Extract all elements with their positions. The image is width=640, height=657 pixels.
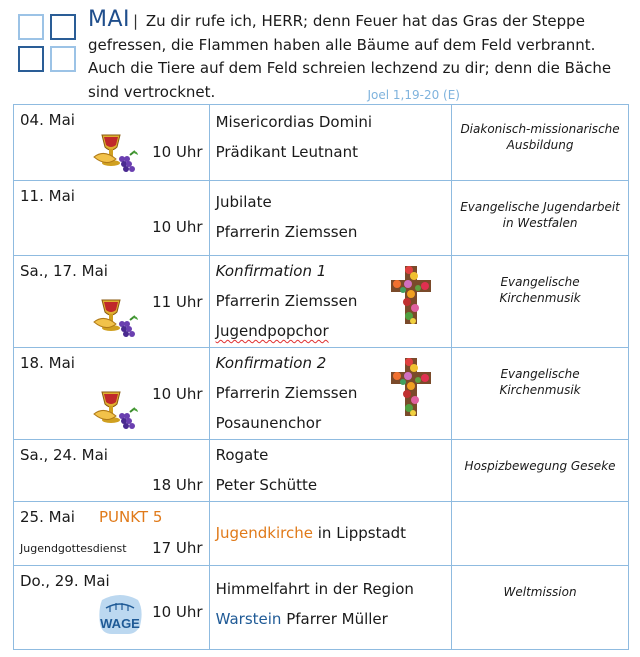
header [16, 8, 632, 104]
service-title: Misericordias Domini [215, 113, 373, 131]
verse-reference: Joel 1,19-20 (E) [367, 88, 460, 102]
service-cell [209, 105, 452, 181]
collection-cell [452, 566, 629, 650]
service-time: 18 Uhr [152, 476, 203, 494]
service-cell [209, 566, 452, 650]
collection-purpose: Hospizbewegung Geseke [464, 459, 616, 473]
date-cell [14, 105, 210, 181]
service-time: 10 Uhr [152, 603, 203, 621]
preacher: Pfarrerin Ziemssen [215, 223, 358, 241]
service-time: 10 Uhr [152, 218, 203, 236]
date-cell [14, 440, 210, 502]
service-date: Sa., 17. Mai [20, 262, 108, 280]
date-cell [14, 181, 210, 256]
collection-cell [452, 256, 629, 348]
table-row [14, 502, 629, 566]
service-date: 18. Mai [20, 354, 75, 372]
service-cell [209, 256, 452, 348]
collection-cell [452, 502, 629, 566]
flower-cross-icon [389, 264, 433, 326]
collection-purpose: Evangelische Jugendarbeit in Westfalen [460, 200, 620, 230]
preacher [216, 610, 388, 628]
verse-text: Zu dir rufe ich, HERR; denn Feuer hat das Gras der Steppe gefressen, die Flammen haben alle Bäume auf dem Feld verbrannt. Auch die Tiere auf dem Feld schreien lechzend zu dir; denn die Bäche sind vertrocknet. [88, 12, 612, 101]
table-row [14, 566, 629, 650]
collection-purpose: Evangelische Kirchenmusik [499, 275, 581, 305]
collection-purpose: Weltmission [503, 585, 577, 599]
table-row [14, 181, 629, 256]
preacher-name: Pfarrer Müller [286, 610, 388, 628]
music-group: Jugendpopchor [215, 322, 329, 340]
wage-logo-icon [96, 592, 144, 636]
service-date: 04. Mai [20, 111, 75, 129]
month-title: MAI [88, 7, 131, 32]
service-cell [209, 348, 452, 440]
location-text: in Lippstadt [317, 524, 407, 542]
service-cell [209, 502, 452, 566]
preacher: Peter Schütte [215, 476, 318, 494]
preacher: Pfarrerin Ziemssen [215, 292, 358, 310]
logo-squares-icon [18, 14, 78, 74]
logo-text: WAGE [100, 616, 140, 631]
monthly-verse [88, 8, 632, 104]
chalice-bread-grapes-icon [92, 294, 138, 340]
service-title: Konfirmation 2 [215, 354, 327, 372]
service-time: 11 Uhr [152, 293, 203, 311]
service-date: 25. Mai [20, 508, 75, 526]
highlight-text: Jugendkirche [215, 524, 313, 542]
service-date: Do., 29. Mai [20, 572, 110, 590]
collection-cell [452, 348, 629, 440]
table-row [14, 440, 629, 502]
preacher: Pfarrerin Ziemssen [215, 384, 358, 402]
service-date: Sa., 24. Mai [20, 446, 108, 464]
service-title: Jubilate [215, 193, 272, 211]
service-time: 10 Uhr [152, 143, 203, 161]
date-cell [14, 348, 210, 440]
table-row [14, 105, 629, 181]
service-title: Konfirmation 1 [215, 262, 327, 280]
service-cell [209, 181, 452, 256]
date-cell [14, 502, 210, 566]
chalice-bread-grapes-icon [92, 129, 138, 175]
date-cell [14, 566, 210, 650]
collection-purpose: Evangelische Kirchenmusik [499, 367, 581, 397]
event-tag: PUNKT 5 [99, 508, 163, 526]
music-group: Posaunenchor [215, 414, 322, 432]
collection-cell [452, 105, 629, 181]
collection-cell [452, 181, 629, 256]
service-title: Himmelfahrt in der Region [215, 580, 414, 598]
service-type: Jugendgottesdienst [20, 542, 127, 555]
flower-cross-icon [389, 356, 433, 418]
preacher: Prädikant Leutnant [215, 143, 358, 161]
service-time: 17 Uhr [152, 539, 203, 557]
date-cell [14, 256, 210, 348]
service-title [216, 524, 406, 542]
service-time: 10 Uhr [152, 385, 203, 403]
service-date: 11. Mai [20, 187, 75, 205]
table-row [14, 256, 629, 348]
table-row [14, 348, 629, 440]
separator: | [133, 12, 139, 30]
collection-cell [452, 440, 629, 502]
collection-purpose: Diakonisch-missionarische Ausbildung [460, 122, 620, 152]
service-title: Rogate [215, 446, 269, 464]
service-cell [209, 440, 452, 502]
service-table [13, 104, 629, 650]
highlight-text: Warstein [215, 610, 282, 628]
chalice-bread-grapes-icon [92, 386, 138, 432]
